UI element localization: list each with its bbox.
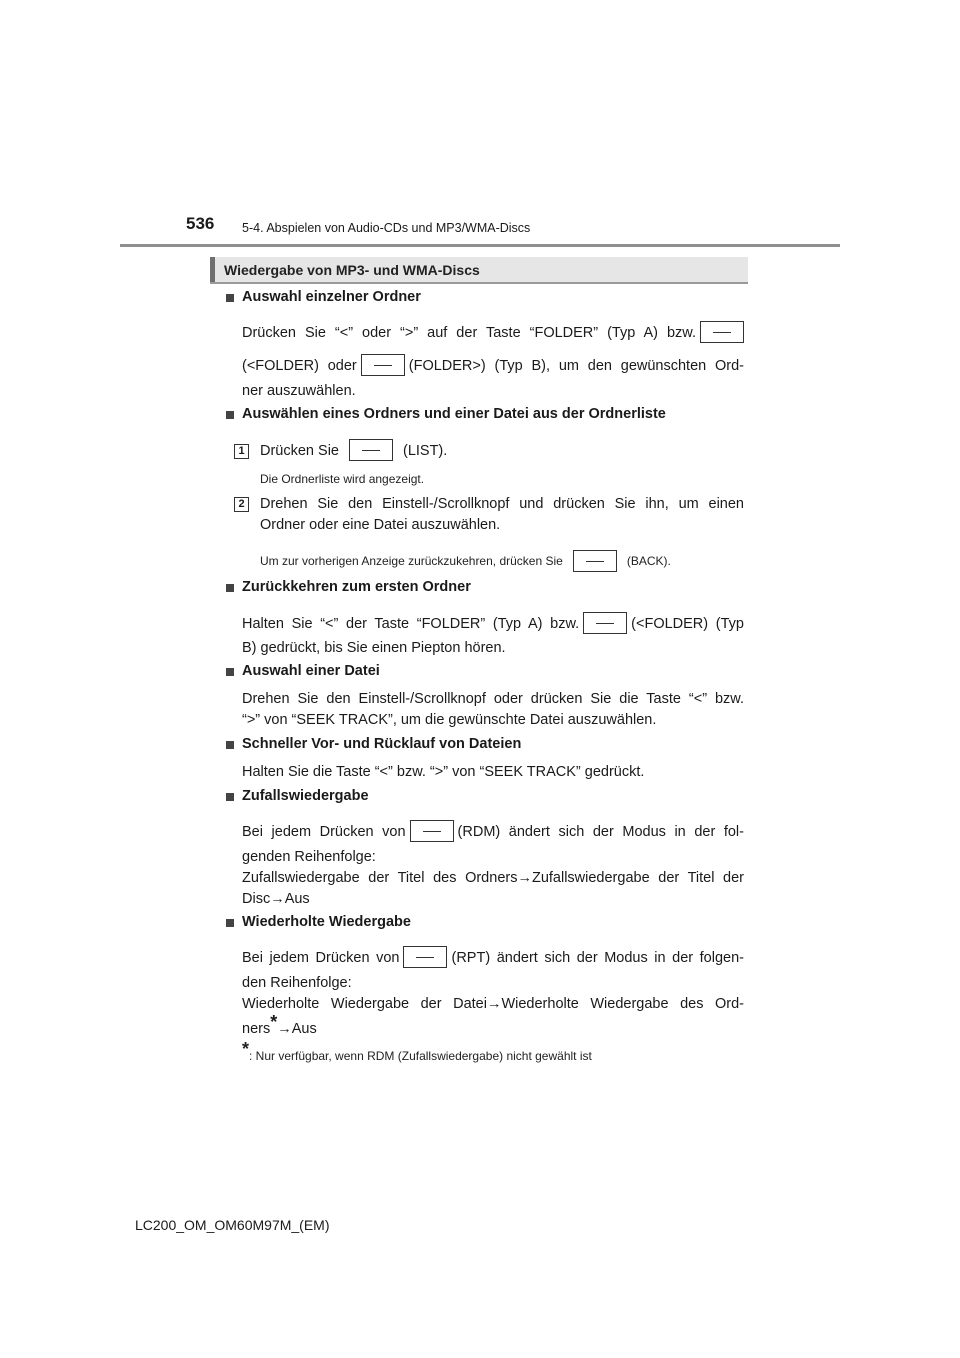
paragraph-line: Halten Sie die Taste “<” bzw. “>” von “SEEK TRACK” gedrückt. xyxy=(242,764,645,780)
step-number-1: 1 xyxy=(234,444,249,459)
text: (LIST). xyxy=(402,443,448,459)
bullet-square-icon xyxy=(226,741,234,749)
heading-ordnerliste: Auswählen eines Ordners und einer Datei aus der Ordnerliste xyxy=(242,406,666,422)
button-symbol xyxy=(403,946,447,968)
page-number: 536 xyxy=(186,214,215,233)
heading-auswahl-ordner: Auswahl einzelner Ordner xyxy=(242,289,421,305)
step-number-2: 2 xyxy=(234,497,249,512)
step1-note: Die Ordnerliste wird angezeigt. xyxy=(260,472,425,486)
band-title: Wiedergabe von MP3- und WMA-Discs xyxy=(224,262,480,278)
step1-text xyxy=(260,440,750,462)
paragraph-line xyxy=(242,613,744,635)
text: (<FOLDER) oder xyxy=(242,358,357,374)
button-symbol xyxy=(583,612,627,634)
bullet-square-icon xyxy=(226,294,234,302)
bullet-square-icon xyxy=(226,411,234,419)
text: Bei jedem Drücken von xyxy=(242,824,406,840)
text: ners xyxy=(242,1021,271,1037)
bullet-square-icon xyxy=(226,919,234,927)
heading-auswahl-datei: Auswahl einer Datei xyxy=(242,663,380,679)
button-symbol xyxy=(361,354,405,376)
heading-vor-ruecklauf: Schneller Vor- und Rücklauf von Dateien xyxy=(242,736,522,752)
header-rule xyxy=(120,244,840,247)
paragraph-line xyxy=(242,1012,744,1040)
text: Bei jedem Drücken von xyxy=(242,950,400,966)
text: →Aus xyxy=(277,1021,317,1037)
text: : Nur verfügbar, wenn RDM (Zufallswiedergabe) nicht gewählt ist xyxy=(249,1049,592,1063)
bullet-square-icon xyxy=(226,668,234,676)
section-band xyxy=(210,257,748,284)
paragraph-line xyxy=(242,322,744,344)
paragraph-line: Drehen Sie den Einstell-/Scrollknopf oder drücken Sie die Taste “<” bzw. xyxy=(242,691,744,707)
bullet-square-icon xyxy=(226,793,234,801)
step2-text: Drehen Sie den Einstell-/Scrollknopf und drücken Sie ihn, um einen xyxy=(260,496,744,512)
paragraph-line: Wiederholte Wiedergabe der Datei→Wiederholte Wiedergabe des Ord- xyxy=(242,996,744,1012)
paragraph-line: genden Reihenfolge: xyxy=(242,849,376,865)
band-accent-bar xyxy=(210,257,215,282)
button-symbol xyxy=(700,321,744,343)
text: (RPT) ändert sich der Modus in der folgen- xyxy=(451,950,744,966)
text: (RDM) ändert sich der Modus in der fol- xyxy=(457,824,744,840)
text: (BACK). xyxy=(626,554,671,569)
heading-zufallswiedergabe: Zufallswiedergabe xyxy=(242,788,369,804)
text: Drücken Sie xyxy=(260,443,339,459)
text: (FOLDER>) (Typ B), um den gewünschten Ord- xyxy=(408,358,744,374)
paragraph-line xyxy=(242,355,744,377)
bullet-square-icon xyxy=(226,584,234,592)
text: Um zur vorherigen Anzeige zurückzukehren, drücken Sie xyxy=(260,554,563,569)
footnote-asterisk: * xyxy=(242,1039,250,1059)
footer-document-code: LC200_OM_OM60M97M_(EM) xyxy=(135,1217,330,1233)
step2-note xyxy=(260,551,671,573)
step2-text: Ordner oder eine Datei auszuwählen. xyxy=(260,517,501,533)
text: Drücken Sie “<” oder “>” auf der Taste “FOLDER” (Typ A) bzw. xyxy=(242,325,696,341)
asterisk-mark: * xyxy=(270,1012,278,1032)
paragraph-line xyxy=(242,821,744,843)
text: (<FOLDER) (Typ xyxy=(631,616,744,632)
footnote xyxy=(242,1039,592,1063)
paragraph-line: den Reihenfolge: xyxy=(242,975,352,991)
paragraph-line: “>” von “SEEK TRACK”, um die gewünschte Datei auszuwählen. xyxy=(242,712,657,728)
button-symbol xyxy=(573,550,617,572)
paragraph-line xyxy=(242,947,744,969)
paragraph-line: Zufallswiedergabe der Titel des Ordners→Zufallswiedergabe der Titel der xyxy=(242,870,744,886)
text: Halten Sie “<” der Taste “FOLDER” (Typ A) bzw. xyxy=(242,616,580,632)
button-symbol xyxy=(349,439,393,461)
paragraph-line: B) gedrückt, bis Sie einen Piepton hören. xyxy=(242,640,506,656)
heading-wiederholte-wiedergabe: Wiederholte Wiedergabe xyxy=(242,914,411,930)
paragraph-line: Disc→Aus xyxy=(242,891,310,907)
section-title: 5-4. Abspielen von Audio-CDs und MP3/WMA-Discs xyxy=(242,221,531,235)
button-symbol xyxy=(410,820,454,842)
heading-erster-ordner: Zurückkehren zum ersten Ordner xyxy=(242,579,471,595)
paragraph-line: ner auszuwählen. xyxy=(242,383,356,399)
